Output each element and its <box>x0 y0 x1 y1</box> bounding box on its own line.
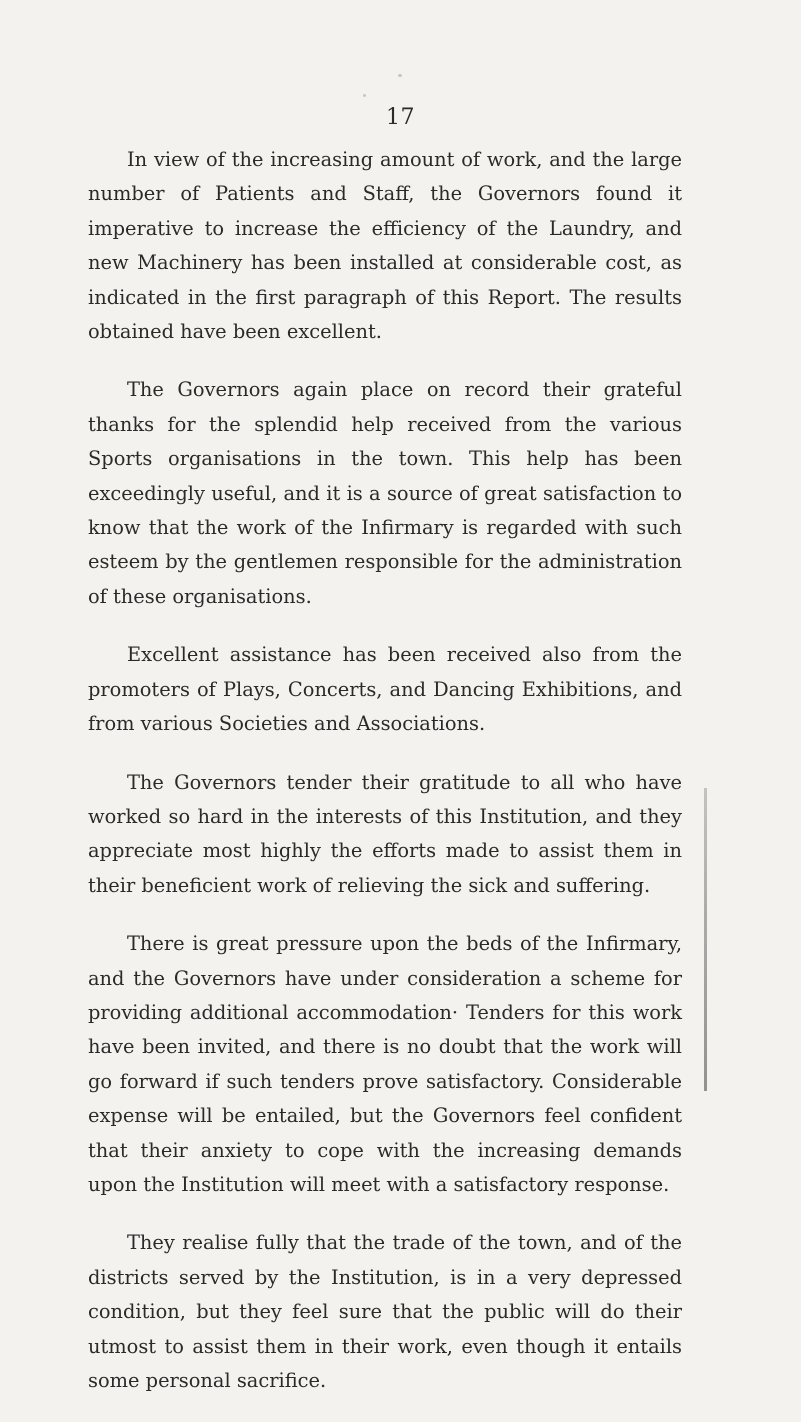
paragraph-sports-organisations: The Governors again place on record their grateful thanks for the splendid help received from the various Sports organisations in the town. This help has been exceedingly useful, and it is a source of great satisfaction to know that the work of the Infirmary is regarded with such esteem by the gentlemen responsible for the administration of these organisations. <box>88 378 682 608</box>
paragraph-gratitude: The Governors tender their gratitude to all who have worked so hard in the interests of this Institution, and they appreciate most highly the efforts made to assist them in their beneficient work of relieving the sick and suffering. <box>88 770 682 897</box>
paragraph-accommodation: There is great pressure upon the beds of the Infirmary, and the Governors have under consideration a scheme for providing additional accommodation· Tenders for this work have been invited, and there is no doubt that the work will go forward if such tenders prove satisfactory. Considerable expense will be entailed, but the Governors feel confident that their anxiety to cope with the increasing demands upon the Institution will meet with a satisfactory response. <box>88 932 682 1196</box>
page-number: 17 <box>386 105 415 130</box>
paragraph-trade-depression: They realise fully that the trade of the town, and of the districts served by the Institution, is in a very depressed condition, but they feel sure that the public will do their utmost to assist them in their work, even though it entails some personal sacrifice. <box>88 1231 682 1392</box>
paper-speck <box>398 74 402 77</box>
body-text <box>88 143 682 1422</box>
paper-speck <box>363 94 366 97</box>
margin-mark <box>704 788 707 1091</box>
paragraph-laundry: In view of the increasing amount of work, and the large number of Patients and Staff, the Governors found it imperative to increase the efficiency of the Laundry, and new Machinery has been installed at considerable cost, as indicated in the first paragraph of this Report. The results obtained have been excellent. <box>88 148 682 344</box>
paragraph-plays-concerts: Excellent assistance has been received also from the promoters of Plays, Concerts, and Dancing Exhibitions, and from various Societies and Associations. <box>88 643 682 736</box>
